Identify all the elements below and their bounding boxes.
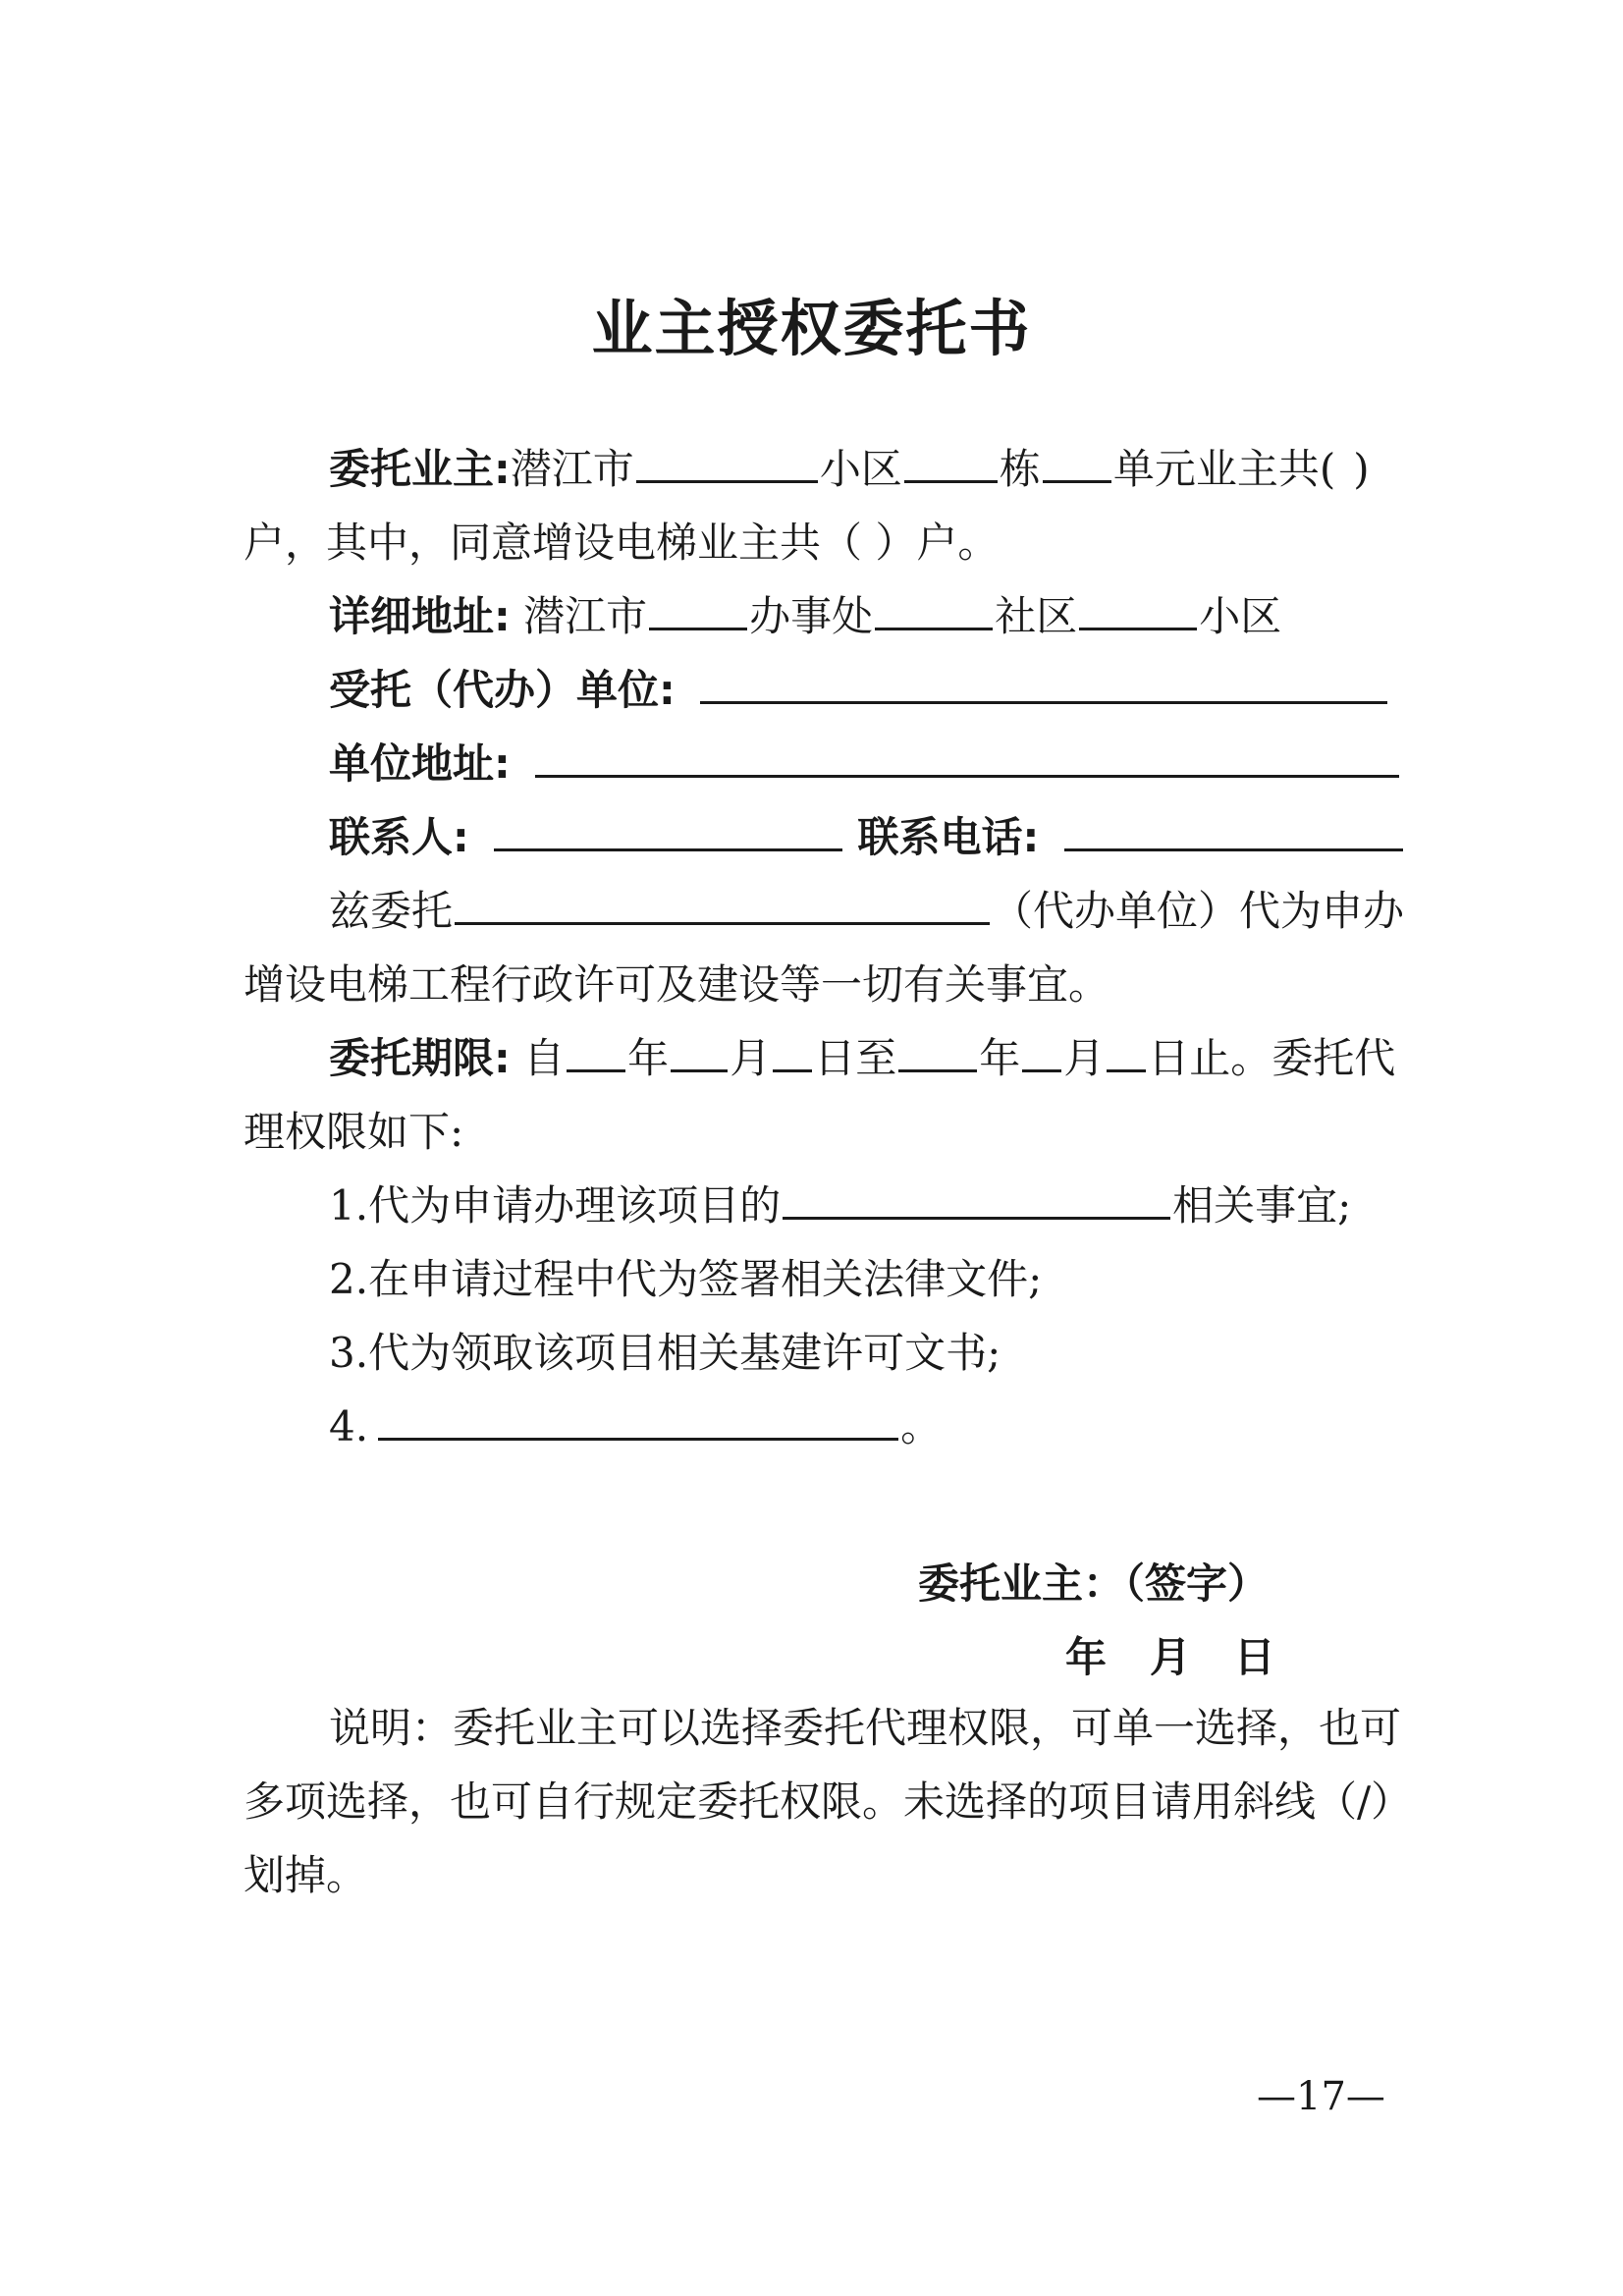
- community-blank[interactable]: [636, 441, 818, 483]
- to-day-blank[interactable]: [1107, 1030, 1146, 1072]
- contact-person-blank[interactable]: [494, 809, 842, 851]
- contact-line: [329, 808, 1405, 867]
- period-day1: 日至: [814, 1034, 897, 1082]
- estate-blank[interactable]: [1079, 588, 1197, 630]
- owner-line: [329, 440, 1370, 499]
- address-city: 潜江市: [523, 592, 648, 640]
- signature-label: 委托业主：（签字）: [918, 1559, 1270, 1608]
- page-number: —17—: [1257, 2074, 1385, 2119]
- period-day2: 日止。委托代: [1148, 1034, 1396, 1082]
- to-year-blank[interactable]: [898, 1030, 977, 1072]
- contact-phone-blank[interactable]: [1064, 809, 1403, 851]
- item1-prefix: 1.代为申请办理该项目的: [329, 1181, 782, 1230]
- entrust-blank[interactable]: [455, 883, 990, 925]
- item4-blank[interactable]: [378, 1398, 898, 1441]
- agent-label: 受托（代办）单位:: [329, 666, 676, 714]
- owner-label: 委托业主:: [329, 445, 511, 493]
- note-line-2: 多项选择，也可自行规定委托权限。未选择的项目请用斜线（/）: [243, 1777, 1413, 1826]
- item-2: 2.在申请过程中代为签署相关法律文件;: [329, 1255, 1043, 1303]
- period-month2: 月: [1063, 1034, 1106, 1082]
- item-3: 3.代为领取该项目相关基建许可文书;: [329, 1329, 1001, 1377]
- item4-suffix: 。: [900, 1402, 943, 1450]
- address-line: [329, 587, 1281, 646]
- entrust-prefix: 兹委托: [329, 887, 454, 935]
- agent-address-line: [329, 735, 1401, 793]
- signature-date: 年 月 日: [1065, 1633, 1275, 1681]
- address-community: 社区: [995, 592, 1078, 640]
- contact-phone-label: 联系电话:: [857, 813, 1040, 861]
- from-year-blank[interactable]: [567, 1030, 625, 1072]
- period-year2: 年: [979, 1034, 1021, 1082]
- period-label: 委托期限:: [329, 1034, 511, 1082]
- owner-city: 潜江市: [510, 445, 634, 493]
- owner-building: 栋: [999, 445, 1041, 493]
- agent-address-label: 单位地址:: [329, 739, 511, 788]
- from-day-blank[interactable]: [773, 1030, 812, 1072]
- period-from: 自: [523, 1034, 566, 1082]
- contact-person-label: 联系人:: [329, 813, 469, 861]
- item-4: [329, 1397, 942, 1456]
- to-month-blank[interactable]: [1022, 1030, 1061, 1072]
- item-1: [329, 1176, 1351, 1235]
- office-blank[interactable]: [649, 588, 747, 630]
- period-line: [329, 1029, 1395, 1088]
- agent-line: [329, 661, 1389, 720]
- entrust-suffix: （代办单位）代为申办: [992, 887, 1405, 935]
- period-month1: 月: [730, 1034, 772, 1082]
- note-line-1: 说明：委托业主可以选择委托代理权限，可单一选择，也可: [329, 1704, 1402, 1752]
- unit-blank[interactable]: [1043, 441, 1111, 483]
- address-estate: 小区: [1199, 592, 1282, 640]
- owner-line-2: 户，其中，同意增设电梯业主共（ ）户。: [243, 519, 1000, 567]
- agent-address-blank[interactable]: [535, 736, 1399, 778]
- agent-blank[interactable]: [700, 662, 1387, 704]
- item1-suffix: 相关事宜;: [1172, 1181, 1352, 1230]
- item4-prefix: 4.: [329, 1402, 369, 1450]
- item1-blank[interactable]: [783, 1177, 1170, 1220]
- page-title: 业主授权委托书: [591, 293, 1032, 364]
- entrust-line-2: 增设电梯工程行政许可及建设等一切有关事宜。: [243, 960, 1110, 1009]
- entrust-line: [329, 882, 1404, 941]
- owner-community: 小区: [819, 445, 902, 493]
- community-name-blank[interactable]: [875, 588, 993, 630]
- address-office: 办事处: [749, 592, 874, 640]
- period-year1: 年: [627, 1034, 670, 1082]
- period-line-2: 理权限如下:: [243, 1108, 464, 1156]
- owner-unit-suffix: ): [1353, 445, 1370, 493]
- note-line-3: 划掉。: [243, 1851, 368, 1899]
- address-label: 详细地址:: [329, 592, 511, 640]
- from-month-blank[interactable]: [671, 1030, 728, 1072]
- building-blank[interactable]: [904, 441, 998, 483]
- owner-unit-prefix: 单元业主共(: [1112, 445, 1336, 493]
